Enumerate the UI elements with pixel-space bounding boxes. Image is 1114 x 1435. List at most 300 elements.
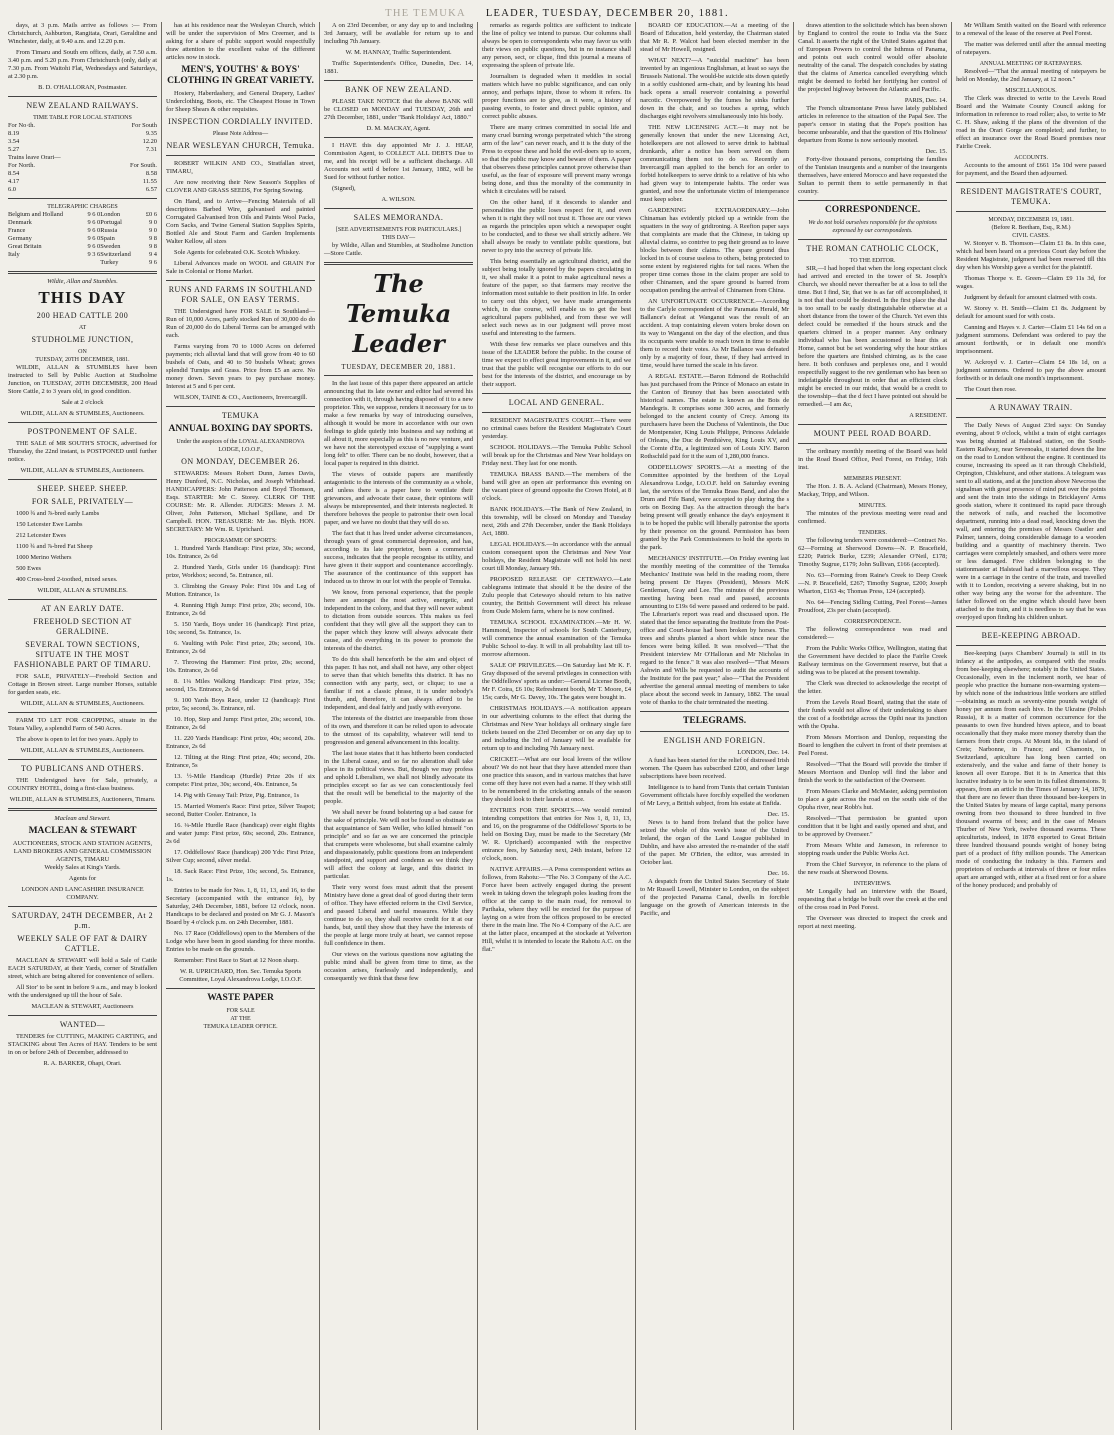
table-row bbox=[8, 211, 157, 219]
members-present-heading: MEMBERS PRESENT. bbox=[843, 476, 902, 482]
dec15-dateline-2: Dec. 15. bbox=[925, 148, 948, 155]
news-item-heading: NATIVE AFFAIRS. bbox=[490, 866, 543, 873]
news-item-body: —Baron Edmond de Rothschild has just purchased from the Prince of Monaco an estate in the Canton of Brunoy that has been associated with historical names. The estate is known as the Bois de Mandegris. It comprises some 300 acres, and formerly belonged to the ancient county of Crecy. Among its purchasers have been the Duchess of Valentinois, the Duc de Montpensier, King Louis Philippe, Princess Adelaide of Orleans, the Duc de Penthièvre, King Louis XV, and the Comte d'Eu, a legitimized son of Louis XIV. Baron Rothschild paid for it the sum of 1,280,000 francs. bbox=[640, 373, 790, 460]
news-item-heading: RESIDENT MAGISTRATE'S COURT. bbox=[490, 417, 595, 424]
monday-date: ON MONDAY, DECEMBER 26. bbox=[181, 457, 300, 466]
correspondence-item: The following correspondence was read and considered:— bbox=[798, 626, 948, 641]
table-cell: 3.54 bbox=[8, 138, 20, 145]
cattle-count: 200 HEAD CATTLE 200 bbox=[36, 311, 129, 320]
news-item-heading: LEGAL HOLIDAYS. bbox=[490, 541, 547, 548]
table-cell: Russia bbox=[100, 227, 118, 234]
news-item-body: —The Bank of New Zealand, in this township, will be closed on Monday and Tuesday next, 26th and 27th December, under the Bank Holidays Act, 1880. bbox=[482, 506, 632, 537]
editorial-paragraph: On the other hand, if it descends to slander and personalities the public loses respect for it, and even when it is right they will not trust it. Those are our views as regards the principles upon which a newspaper ought to be conducted, and to these we shall strictly adhere. We shall always be ready to ventilate public questions, but never to pry into the secrecy of private life. bbox=[482, 199, 632, 254]
sheep-list-item: 1100 ¾ and ⅞-bred Fat Sheep bbox=[16, 543, 93, 550]
table-cell: Turkey bbox=[100, 259, 119, 266]
panama-continued: draws attention to the solicitude which has been shown by England to control the route to India via the Suez Canal. It asserts the right of the United States against that of European Powers to control the Isthmus of Panama, and points out such control would offer absolute neutrality of the canal. The despatch concludes by stating that the claims of America cancelled everything which might be deemed to forbid her fortifying her control of the projected highway between the Atlantic and Pacific. bbox=[798, 22, 948, 93]
clock-letter: SIR,—I had hoped that when the long expectant clock had arrived and erected in the tower of St. Joseph's Church, we should never thereafter be at a loss to tell the time. But I find, Sir, that we is as far off accomplished, it is not that that could be desired. In the first place the dial is too small to be easily distinguishable otherwise at a short distance from the tower of the Church. Yet even this defect could be remedied if the hours struck and the quarters chimed in a proper manner. Any ordinary individual who has been accustomed to hear this at Home, cannot but be set wondering why the hour strikes before the quarters are finished chiming, as is the case here. It both confuses and perplexes one, and I would respectfully suggest to the rev gentleman who has been so indefatigable throughout in order that an efficient clock might be erected in our midst, that would be a credit to the township—that the d fect I have pointed out should be remedied.—I am &c, bbox=[798, 265, 948, 408]
editorial-paragraph: The interests of the district are inseparable from those of its own, and therefore it can be relied upon to advocate to the utmost of its capability, whatever will tend to progression and general advancement in this locality. bbox=[324, 715, 474, 746]
telegrams-heading: TELEGRAMS. bbox=[683, 716, 747, 726]
table-cell: Spain bbox=[100, 235, 115, 242]
editorial-paragraph: To do this shall henceforth be the aim and object of this paper. It has not, and shall not have, any other object to serve than that which benefits this district. It has no connection with any party, sect, or clique; to use a familiar if not a classic phrase, it is under nobody's thumb, and, therefore, it can always afford to be independent, and deal fairly and justly with everyone. bbox=[324, 656, 474, 711]
table-cell: 5.27 bbox=[8, 146, 20, 153]
waste-for-sale: FOR SALE bbox=[226, 1008, 255, 1014]
table-cell: For South bbox=[131, 122, 158, 129]
sheep-list-item: 1000 Merino Wethers bbox=[16, 554, 72, 561]
correspondence-subheading: CORRESPONDENCE. bbox=[844, 619, 901, 625]
page-columns bbox=[4, 22, 1110, 1430]
court-case: W. Stonyer v. B. Thomson—Claim £1 8s. In this case, which had been heard on a previous Court day before the Resident Magistrate, judgment had been reserved till this day when his Worship gave a verdict for the plaintiff. bbox=[956, 240, 1106, 271]
editorial-paragraph: We know, from personal experience, that the people here are amongst the most active, energetic, and independent in the colony, and that they will never submit to dictation from outside sources. This makes us feel confident that they will give all the support they can to the paper which they know will always advocate their cause, and do everything in its power to promote the interests of the district. bbox=[324, 589, 474, 652]
column-7 bbox=[952, 22, 1110, 1430]
barker-signature: R. A. BARKER, Ohapi, Orari. bbox=[43, 1060, 122, 1067]
wilson-signature-2: A. WILSON. bbox=[381, 196, 416, 203]
correspondence-item: From Messrs Morrison and Dunlop, requesting the Board to lengthen the culvert in front of their premises at Peel Forest. bbox=[798, 734, 948, 757]
table-cell: France bbox=[8, 227, 26, 234]
weekly-sales: Weekly Sales at King's Yards. bbox=[44, 864, 121, 871]
table-cell: Trains leave Orari— bbox=[8, 154, 61, 161]
news-item-heading: PROPOSED RELEASE OF CETEWAYO. bbox=[490, 576, 614, 583]
correspondence-item: Resolved—"That permission be granted upon condition that it be light and easily opened and shut, and to be approved by Overseer." bbox=[798, 815, 948, 838]
news-item-body: —We would remind intending competitors that entries for Nos 1, 8, 11, 13, and 16, on the programme of the Oddfellows' Sports to be held on Boxing Day, must be made to the Secretary (Mr W. R. Uprichard) accompanied with the respective entrance fees, by Saturday next, 24th instant, before 12 o'clock, noon. bbox=[482, 807, 632, 862]
sheep-list-item: 1000 ¾ and ⅞-bred early Lambs bbox=[16, 510, 100, 517]
sheep-list bbox=[8, 510, 157, 584]
programme-item: 18. Sack Race: First Prize, 10s; second, 5s. Entrance, 1s. bbox=[166, 868, 316, 883]
telegram-panama: A despatch from the United States Secretary of State to Mr Russell Lowell, Minister to London, on the subject of the projected Panama Canal, dwells in forcible language on the growth of American interests in the Pacific, and bbox=[640, 878, 790, 917]
near-wesleyan: NEAR WESLEYAN CHURCH, Temuka. bbox=[166, 141, 315, 150]
news-item-body: —At a meeting of the Board of Education, held yesterday, the Chairman stated that Mr R. P. Walcot had been elected member in the stead of Mr Howell, resigned. bbox=[640, 22, 790, 53]
misc-heading: MISCELLANEOUS. bbox=[1005, 88, 1057, 94]
editorial-paragraph: In the last issue of this paper there appeared an article announcing that its late owner and editor had severed his connection with it, through having disposed of it to a new proprietor. This, we suppose, renders it necessary for us to make a few remarks by way of introducing ourselves, although it would be more in accordance with our own feelings to glide quietly into business and say nothing at all about it, more especially as this is no new venture, and we have not the stereotyped excuse of "supplying a want long felt" to offer. There can be no doubt, however, that a local paper is required in this district. bbox=[324, 380, 474, 467]
annual-meeting-body: Resolved—"That the annual meeting of ratepayers be held on Monday, the 2nd January, at 12 noon." bbox=[956, 68, 1106, 83]
masthead-left: THE TEMUKA bbox=[385, 8, 466, 19]
court-case: Thomas Thorpe v. E. Green—Claim £9 11s 3d, for wages. bbox=[956, 275, 1106, 290]
table-row bbox=[8, 154, 157, 162]
news-item-heading: SCHOOL HOLIDAYS. bbox=[490, 444, 552, 451]
programme-item: 13. ½-Mile Handicap (Hurdle) Prize 20s if six compete: First prize, 30s; second, 40s. Entrance, 5s bbox=[166, 773, 316, 788]
table-cell: 9 6 0 bbox=[87, 211, 101, 218]
table-cell: 9 6 0 bbox=[87, 219, 101, 226]
news-item bbox=[482, 541, 631, 573]
rail-notice: A on 23rd December, or any day up to and including 3rd January, will be available for return up to and including 7th January. bbox=[324, 22, 474, 45]
publicans-heading: TO PUBLICANS AND OTHERS. bbox=[21, 764, 144, 773]
maclean-sale-body: MACLEAN & STEWART will hold a Sale of Cattle EACH SATURDAY, at their Yards, corner of Stratfallen street, which are being altered for convenience of sellers. bbox=[8, 957, 158, 980]
editorial-paragraph: Our views on the various questions now agitating the public mind shall be given from time to time, as the occasion arises, fearlessly and independently, and consequently we think that these few bbox=[324, 951, 474, 982]
tender-item: No. 63—Forming from Raine's Creek to Deep Creek—N. P. Bracefield, £267; Timothy Sugrue, £200; Joseph Wharton, £163 4s; Thomas Press, 124 (accepted). bbox=[798, 572, 948, 595]
table-cell: Denmark bbox=[8, 219, 32, 226]
news-item-body: —The members of the band will give an open air performance this evening on the vacant piece of ground opposite the Crown Hotel, at 8 o'clock. bbox=[482, 471, 632, 502]
maclean-signature: MACLEAN & STEWART, Auctioneers bbox=[31, 1003, 134, 1010]
wilkin-body: Are now receiving their New Season's Supplies of CLOVER AND GRASS SEEDS, For Spring Sowing. bbox=[166, 179, 316, 194]
table-cell: 9 3 6 bbox=[87, 251, 101, 258]
race17-note: No. 17 Race (Oddfellows) open to the Members of the Lodge who have been in good standing for three months. Entries to be made on the grounds. bbox=[166, 930, 316, 953]
news-item bbox=[482, 619, 631, 659]
english-foreign-heading: ENGLISH AND FOREIGN. bbox=[663, 736, 766, 745]
table-cell: 9 8 bbox=[149, 235, 158, 242]
news-item bbox=[482, 506, 631, 538]
saturday-date: SATURDAY, 24TH DECEMBER, At 2 p.m. bbox=[11, 911, 154, 930]
sales-by-wildie: by Wildie, Allan and Stumbles, at Studholme Junction—Store Cattle. bbox=[324, 242, 474, 257]
hannay-signature: W. M. HANNAY, Traffic Superintendent. bbox=[345, 49, 452, 56]
boxing-day-heading: ANNUAL BOXING DAY SPORTS. bbox=[168, 424, 313, 434]
weekly-sale-heading: WEEKLY SALE OF FAT & DAIRY CATTLE. bbox=[17, 934, 148, 953]
programme-item: 14. Pig with Greasy Tail: Prize, Pig. Entrance, 1s bbox=[174, 792, 300, 799]
mackay-signature: D. M. MACKAY, Agent. bbox=[366, 125, 431, 132]
table-row bbox=[8, 130, 157, 138]
interviews-heading: INTERVIEWS. bbox=[853, 881, 892, 887]
rm-court-heading: RESIDENT MAGISTRATE'S COURT, TEMUKA. bbox=[960, 187, 1102, 206]
correspondence-item: The Clerk was directed to acknowledge the receipt of the letter. bbox=[798, 680, 948, 695]
news-item bbox=[482, 662, 631, 702]
traffic-office: Traffic Superintendent's Office, Dunedin, Dec. 14, 1881. bbox=[324, 60, 474, 75]
programme-item: 2. Hundred Yards, Girls under 16 (handicap): First prize, Workbox; second, 5s. Entrance, nil. bbox=[166, 564, 316, 579]
table-cell: 9.35 bbox=[145, 130, 158, 137]
accounts-body: Accounts to the amount of £661 15s 10d were passed for payment, and the Board then adjourned. bbox=[956, 162, 1106, 177]
table-row bbox=[8, 178, 157, 186]
tender-item: No. 64—Fencing Sidling Cutting, Peel Forest—James Proudfoot, 23s per chain (accepted). bbox=[798, 599, 948, 614]
news-item-body: —A "suicidal machine" has been invented by an ingenious Englishman, at least so says the Brussels National. The would-be suicide sits down quietly in a softly cushioned arm-chair, and by leaning his head back opens a small reservoir containing a powerful narcotic. Overpowered by the fumes he sinks further down in the chair, and so touches a spring, which discharges eight revolvers simultaneously into his body. bbox=[640, 57, 790, 120]
court-case: W. Storey v. H. Smith—Claim £1 8s. Judgment by default for amount sued for with costs. bbox=[956, 305, 1106, 320]
editorial-paragraph: With these few remarks we place ourselves and this issue of the LEADER before the public. In the course of time we expect to effect great improvements in it, and we trust that the public will recognise our efforts to do our best for the interests of the district, and encourage us by their support. bbox=[482, 341, 632, 388]
minutes-heading: MINUTES. bbox=[858, 503, 887, 509]
london-insurance: LONDON AND LANCASHIRE INSURANCE COMPANY. bbox=[21, 886, 144, 901]
table-cell bbox=[83, 259, 100, 267]
correspondence-item: From Messrs Clarke and McMaster, asking permission to place a gate across the road on the south side of the Opuha river, near Robb's hut. bbox=[798, 788, 948, 811]
mail-arrivals: days, at 3 p.m. Mails arrive as follows :— From Christchurch, Ashburton, Rangitata, Orari, Geraldine and Winchester, daily, at 9.40 a.m. and 12.20 p.m. bbox=[8, 22, 158, 45]
programme-item: 17. Oddfellows' Race (handicap) 200 Yds: First Prize, Silver Cup; second, silver medal. bbox=[166, 849, 316, 864]
bnz-body: PLEASE TAKE NOTICE that the above BANK will be CLOSED on MONDAY and TUESDAY, 26th and 27th December, 1881, under "Bank Holidays' Act, 1880." bbox=[324, 98, 474, 121]
table-cell: 6.57 bbox=[145, 186, 158, 193]
column-6 bbox=[794, 22, 952, 1430]
editorial-paragraph: remarks as regards politics are sufficient to indicate the line of policy we intend to pursue. Our columns shall always be open to correspondents who may favor us with their views on public questions, but in no instance shall any person, sect, or clique, find this journal a means of expressing the spleen of private life. bbox=[482, 22, 632, 69]
news-item bbox=[482, 576, 631, 616]
local-general-heading: LOCAL AND GENERAL. bbox=[508, 398, 605, 407]
table-row bbox=[8, 227, 157, 235]
sheep-for-sale: FOR SALE, PRIVATELY— bbox=[31, 497, 134, 506]
programme-item: 8. 1¼ Miles Walking Handicap: First prize, 35s; second, 15s. Entrance, 2s 6d bbox=[166, 678, 316, 693]
news-item bbox=[482, 866, 631, 954]
programme-item: 1. Hundred Yards Handicap: First prize, 30s; second, 10s. Entrance, 2s 6d bbox=[166, 545, 316, 560]
wanted-heading: WANTED— bbox=[59, 1020, 106, 1029]
programme-item: 9. 100 Yards Boys Race, under 12 (handicap): First prize, 5s; second, 3s. Entrance, nil. bbox=[166, 697, 316, 712]
sole-agents: Sole Agents for celebrated O.K. Scotch Whiskey. bbox=[174, 249, 301, 256]
sheep-list-item: 212 Leicester Ewes bbox=[16, 532, 67, 539]
correspondence-item: Resolved—"That the Board will provide the timber if Messrs Morrison and Dunlop will find the labor and finish the work to the satisfaction of the Overseer. bbox=[798, 761, 948, 784]
telegram-paragraphs bbox=[640, 757, 789, 808]
news-item bbox=[482, 705, 631, 753]
sheep-heading: SHEEP. SHEEP. SHEEP. bbox=[37, 484, 128, 493]
auctioneer-name: Wildie, Allan and Stumbles. bbox=[47, 278, 118, 285]
news-item-body: —The Temuka Public School will break up for the Christmas and New Year holidays on Friday next. They last for one month. bbox=[482, 444, 632, 467]
news-item-body: —In accordance with the annual custom consequent upon the Christmas and New Year holidays, the Resident Magistrate will not hold his next court till Monday, January 9th. bbox=[482, 541, 632, 572]
correspondence-list bbox=[798, 626, 947, 877]
news-item bbox=[640, 373, 789, 461]
news-item-heading: TEMUKA BRASS BAND. bbox=[490, 471, 566, 478]
temuka-heading: TEMUKA bbox=[221, 411, 260, 420]
on-word: ON bbox=[78, 349, 87, 355]
news-item bbox=[640, 464, 789, 552]
farm-apply: The above is open to let for two years. Apply to bbox=[16, 736, 138, 743]
paris-dateline: PARIS, Dec. 14. bbox=[904, 97, 948, 104]
runaway-train-heading: A RUNAWAY TRAIN. bbox=[989, 403, 1073, 412]
court-case: Canning and Hayes v. J. Carter—Claim £1 14s 6d on a judgment summons. Defendant was ordered to pay the amount forthwith, or in default one month's imprisonment. bbox=[956, 324, 1106, 355]
table-cell: 9 6 0 bbox=[87, 227, 101, 234]
postponement-heading: POSTPONEMENT OF SALE. bbox=[27, 427, 138, 436]
programme-item: 5. 150 Yards, Boys under 16 (handicap): First prize, 10s; second, 5s. Entrance, 1s. bbox=[166, 621, 316, 636]
runs-heading: RUNS AND FARMS IN SOUTHLAND FOR SALE, ON EASY TERMS. bbox=[168, 285, 313, 304]
table-cell: Sweden bbox=[100, 243, 121, 250]
members-present: The Hon. J. B. A. Acland (Chairman), Messrs Honey, Mackay, Tripp, and Wilson. bbox=[798, 483, 948, 498]
table-row bbox=[8, 219, 157, 227]
smith-lease: Mr William Smith waited on the Board with reference to a renewal of the lease of the reserve at Peel Forest. bbox=[956, 22, 1106, 37]
editorial-body bbox=[324, 380, 473, 983]
news-item-body: —A Press correspondent writes as follows, from Rahotu:—"The No. 3 Company of the A.C. Force have been actively engaged during the present week in taking down the telegraph poles leading from the office at the camp to the main road, for removal to Parihaka, where they will be erected for the purpose of laying on a wire from the offices proposed to be erected there in the main line. The No 4 Company of the A.C. are at the latter place, encamped at the stockade at Yelverton Hill, whilst it is intended to locate the Rahotu A.C. on the flat." bbox=[482, 866, 632, 953]
editorial-continued bbox=[482, 22, 631, 389]
editorial-paragraph: The views of outside papers are manifestly antagonistic to the interests of the community as a whole, and unless there is a paper here to ventilate their grievances, and advocate their cause, their opinions will always be misrepresented, and their interests neglected. It therefore behoves the people to patronise their own local paper, and we have no doubt that they will do so. bbox=[324, 471, 474, 526]
programme-item: 12. Tilting at the Ring: First prize, 40s; second, 20s. Entrance, 5s bbox=[166, 754, 316, 769]
correspondence-item: From the Levels Road Board, stating that the state of their funds would not allow of their undertaking to share the cost of a footbridge across the Opihi near its junction with the Opuha. bbox=[798, 699, 948, 730]
table-cell: Germany bbox=[8, 235, 32, 242]
waste-at: AT THE bbox=[230, 1016, 251, 1022]
masthead-right: LEADER, TUESDAY, DECEMBER 20, 1881. bbox=[485, 8, 729, 19]
news-item-heading: WHAT NEXT? bbox=[648, 57, 692, 64]
table-cell: 9 6 0 bbox=[87, 235, 101, 242]
wilson-signature: WILSON, TAINE & CO., Auctioneers, Invercargill. bbox=[173, 394, 308, 401]
news-item-body: —At a meeting of the Committee appointed by the brethren of the Loyal Alexandrova Lodge, I.O.O.F. held on Saturday evening last, the services of the Temuka Brass Band, and also the Drum and Fife Band, were accepted to play during the s orts on Boxing Day. As the attraction through the bar's being present will greatly enhance the day's enjoyment it is to be hoped the public will liberally patronise the sports by their presence on the ground. Permission has been granted by the Park Commissioners to hold the sports in the park. bbox=[640, 464, 790, 551]
news-item-heading: TEMUKA SCHOOL EXAMINATION. bbox=[490, 619, 597, 626]
table-cell: For No·th. bbox=[8, 122, 35, 129]
editorial-paragraph: We shall never be found bolstering up a bad cause for the sake of principle. We will not be found so obstinate as that acquaintance of Sam Weller, who killed himself "on principle" and so far as we are concerned the principle that crumpets were wholesome, but shall examine calmly and dispassionately, public questions from an independent standpoint, and support and condemn as we think they will affect the colony at large, and this district in particular. bbox=[324, 809, 474, 880]
news-item-heading: SALE OF PRIVILEGES. bbox=[490, 662, 557, 669]
editorial-paragraph: This being essentially an agricultural district, and the subject being totally ignored by the papers circulating in it, we shall make it a point to make agricultural news a feature of the paper, so that farmers may receive the information most suitable to their position in life. In order to carry out this object, we have made arrangements which, in due course, will enable us to get the best agricultural papers published, and from these we will select such news as in our judgment will prove most useful and interesting to the farmers. bbox=[482, 258, 632, 337]
table-row bbox=[8, 138, 157, 146]
waste-office: TEMUKA LEADER OFFICE. bbox=[203, 1024, 278, 1030]
clock-heading: THE ROMAN CATHOLIC CLOCK, bbox=[806, 244, 939, 253]
news-item bbox=[482, 444, 631, 468]
programme-item: 6. Vaulting with Pole: First prize, 20s; second, 10s. Entrance, 2s 6d bbox=[166, 640, 316, 655]
at-word: AT bbox=[78, 325, 87, 331]
programme-list bbox=[166, 545, 315, 884]
misc-body: The Clerk was directed to write to the Levels Road Board and the Waimate County Council asking for information in reference to road roller; also, to write to Mr C. H. Shaw, asking if the plans of the diversion of the road in the Orari Gorge are completed; and further, to effect an insurance over the Road Board premises near Fairlie Creek. bbox=[956, 95, 1106, 150]
wildie-signature-5: WILDIE, ALLAN & STUMBLES, Auctioneers. bbox=[20, 747, 145, 754]
correspondence-item: From the Chief Surveyor, in reference to the plans of the new roads at Sherwood Downs. bbox=[798, 861, 948, 876]
table-cell bbox=[8, 259, 83, 267]
table-row bbox=[8, 235, 157, 243]
table-cell: Belgium and Holland bbox=[8, 211, 64, 218]
news-item bbox=[640, 298, 789, 370]
for-sale-body: FOR SALE, PRIVATELY—Freehold Section and Cottage in Brown street. Large number Horses, suitable for garden seats, etc. bbox=[8, 673, 158, 696]
newspaper-date: TUESDAY, DECEMBER 20, 1881. bbox=[341, 363, 456, 371]
on-hand-list: On Hand, and to Arrive—Fencing Materials of all descriptions Barbed Wire, galvanised and painted Corrugated Galvanised Iron Oils and Paints Wool Packs, Corn Sacks, and Twine General Station Supplies Spirits, Bottled Ale and Stout Farm and Garden Implements Walter Kellow, all sizes bbox=[166, 198, 316, 245]
programme-item: 16. ¼-Mile Hurdle Race (handicap) over eight flights and water jump: First prize, 60s; second, 20s. Entrance, 2s 6d bbox=[166, 822, 316, 845]
news-item-body: —It may not be generally known that under the new Licensing Act, hotelkeepers are not allowed to serve drink to habitual drunkards, after a notice has been served on them communicating them not to do so. Recently an Invercargill man applied to the bench for an order to forbid hotelkeepers to serve drink to a relative of his who had given way to intemperate habits. The order was granted, and now the unfortunate victim of intemperance must keep sober. bbox=[640, 124, 790, 203]
table-cell: 9 0 bbox=[149, 227, 158, 234]
rm-date: MONDAY, DECEMBER 19, 1881. bbox=[988, 217, 1074, 223]
rm-cases bbox=[956, 240, 1106, 394]
local-items-continued bbox=[640, 22, 789, 707]
news-item-heading: AN UNFORTUNATE OCCURRENCE. bbox=[648, 298, 756, 305]
news-item-heading: MECHANICS' INSTITUTE. bbox=[648, 555, 724, 562]
programme-item: 7. Throwing the Hammer: First prize, 20s; second, 10s. Entrance, 2s 6d bbox=[166, 659, 316, 674]
wildie-signature-6: WILDIE, ALLAN & STUMBLES, Auctioneers, Timaru. bbox=[9, 796, 156, 803]
civil-cases-heading: CIVIL CASES. bbox=[1012, 233, 1050, 239]
note-address: Please Note Address— bbox=[212, 131, 269, 137]
news-item bbox=[640, 22, 789, 54]
telegram-paragraph: A fund has been started for the relief of distressed Irish women. The Queen has subscribed £200, and other large subscriptions have been received. bbox=[640, 757, 790, 780]
wilkin-heading: ROBERT WILKIN AND CO., Stratfallan street, TIMARU, bbox=[166, 160, 316, 175]
column-4 bbox=[478, 22, 636, 1430]
news-item bbox=[482, 756, 631, 804]
news-item-heading: CRICKET. bbox=[490, 756, 519, 763]
programme-item: 4. Running High Jump: First prize, 20s; second, 10s. Entrance, 2s 6d bbox=[166, 602, 316, 617]
news-item bbox=[640, 207, 789, 295]
table-row bbox=[8, 170, 157, 178]
news-item-body: —On Friday evening last the monthly meeting of the committee of the Temuka Mechanics' Institute was held in the reading room, there being present Dr Hayes (President), Messrs McK Gentleman, Gray and Lee. The minutes of the previous meeting having been read and passed, accounts amounting to £19s 6d were passed and ordered to be paid. The Librarian's report was read and discussed upon. He stated that the fence separating the Institute from the Post-office and Court-house had been broken by horses. The trees and shrubs planted a short while since near the fences were being killed. It was resolved—"That the President interview Mr O'Halloran and Mr Nicholas in regard to the fence." It was also resolved—"That Messrs Ashwin and Wills be requested to audit the accounts of the Institute for the past year;" also—"That the President advertise the general annual meeting of members to take place about the second week in January, 1882. The usual vote of thanks to the chair terminated the meeting. bbox=[640, 555, 790, 706]
news-item bbox=[640, 555, 789, 707]
tenders-list bbox=[798, 537, 947, 615]
court-case: W. Ackroyd v. J. Carter—Claim £4 18s 1d, on a judgment summons. Ordered to pay the above amount forthwith or in default one month's imprisonment. bbox=[956, 359, 1106, 382]
studholme-junction: STUDHOLME JUNCTION, bbox=[31, 335, 134, 344]
news-item-heading: ODDFELLOWS' SPORTS. bbox=[648, 464, 722, 471]
all-stock-note: All Stor' to be sent in before 9 a.m., and may b looked with the undersigned up till the hour of Sale. bbox=[8, 984, 158, 999]
sale-time: Sale at 2 o'clock bbox=[61, 399, 104, 406]
runaway-train-body: The Daily News of August 23rd says: On Sunday evening, about 9 o'clock, whilst a train of eight carriages was being shunted at Halstead station, on the South-Eastern Railway, near Sevenoaks, it started down the line on the road to London without the engine. It continued its course, increasing its speed as it ran through Chelsfield, Orpington, Chislehurst, and other stations. A telegram was sent to all stations, and at the junction above Newcross the signalman with great presence of mind put over the points and sent the train into the sidings in Bricklayers' Arms goods station, where it continued its rapid pace through the network of rails, and reached the locomotive department, running into a dead road, knocking down the wall, and entering the premises of Messrs Oastler and Palmer, tanners, doing considerable damage to a wooden building and a quantity of machinery therein. Two carriages were completely smashed, and others were more or less damaged. Five children belonging to the stationmaster at Halstead had a marvellous escape. They were in a carriage in the centre of the train, and travelled with it to London, receiving a severe shaking, but in no other way being any the worse for the adventure. The father followed on the engine which should have been attached to the train, and it is needless to say that he was overjoyed upon finding his children unhurt. bbox=[956, 422, 1106, 621]
overseer-note: The Overseer was directed to inspect the creek and report at next meeting. bbox=[798, 915, 948, 930]
column-3 bbox=[320, 22, 478, 1430]
inspection-invited: INSPECTION CORDIALLY INVITED. bbox=[168, 117, 313, 126]
town-sections-heading: SEVERAL TOWN SECTIONS, SITUATE IN THE MOST FASHIONABLE PART OF TIMARU. bbox=[13, 640, 152, 669]
news-item-body: —A notification appears in our advertising columns to the effect that during the Christmas and New Year holidays all ordinary single fare tickets issued on the 23rd December or on any day up to and including the 3rd of January will be available for return up to and including 7th January next. bbox=[482, 705, 632, 752]
editorial-paragraph: The fact that it has lived under adverse circumstances, through years of great commercial depression, and has, according to its late proprietor, been a commercial success, indicates that the people recognise its utility, and have given it their support and countenance accordingly. The assurance of the continuance of this support has induced us to throw in our lot with the people of Temuka. bbox=[324, 530, 474, 585]
stewards: STEWARDS: Messrs Robert Dunn, James Davis, Henry Dunford, N.C. Nicholas, and Joseph Whitehead. HANDICAPPERS: John Patterson and Boyd Thomson, Esqs. STARTER: Mr C. Storey. CLERK OF THE COURSE: Mr. R. Allender. JUDGES: Messrs J. M. Oliver, John Patterson, Michael Spillane, and Dr Campbell. HON. TREASURER: Mr Jas. Blyth. HON. SECRETARY: Mr Wm. R. Uprichard. bbox=[166, 470, 316, 533]
telegraph-charges-table bbox=[8, 211, 157, 267]
table-cell: 4.17 bbox=[8, 178, 20, 185]
railway-heading: NEW ZEALAND RAILWAYS. bbox=[26, 101, 139, 110]
table-cell: 8.58 bbox=[145, 170, 158, 177]
news-item-heading: ENTRIES FOR THE SPORTS. bbox=[490, 807, 576, 814]
table-row bbox=[8, 186, 157, 194]
news-item-heading: GARDENING EXTRAORDINARY. bbox=[648, 207, 771, 214]
minutes-body: The minutes of the previous meeting were read and confirmed. bbox=[798, 510, 948, 525]
resident-signature: A RESIDENT. bbox=[909, 412, 948, 419]
programme-heading: PROGRAMME OF SPORTS: bbox=[204, 538, 277, 544]
news-item bbox=[482, 417, 631, 441]
table-cell: 11.55 bbox=[142, 178, 158, 185]
maclean-heading: Maclean and Stewart. bbox=[54, 815, 111, 822]
news-item-heading: BOARD OF EDUCATION. bbox=[648, 22, 725, 29]
news-item bbox=[640, 124, 789, 204]
dec16-dateline: Dec. 16. bbox=[767, 870, 790, 877]
liberal-advances: Liberal Advances made on WOOL and GRAIN For Sale in Colonial or Home Market. bbox=[166, 260, 316, 275]
entries-note: Entries to be made for Nos. 1, 8, 11, 13, and 16, to the Secretary (accompanied with the entrance fe), by Saturday, 24th December, 1881, before 12 o'clock, noon. Handicaps to be declared and posted on Mr G. J. Mason's Board by 4 o'clock p.m. on 24th December, 1881. bbox=[166, 887, 316, 926]
telegram-ireland: News is to hand from Ireland that the police have seized the whole of this week's issue of the United Ireland, the organ of the Land League published in Dublin, and have also arrested the re-mainder of the staff of the paper. Mr O'Brien, the editor, was arrested in October last. bbox=[640, 819, 790, 866]
postmaster-signature: B. D. O'HALLORAN, Postmaster. bbox=[38, 84, 127, 91]
correspondence-item: From the Public Works Office, Wellington, stating that the Government have decided to place the Fairlie Creek Railway terminus on the Government reserve, but that a siding was to be placed at the present township. bbox=[798, 645, 948, 676]
mens-clothing-body: Hosiery, Haberdashery, and General Drapery, Ladies' Underclothing, Boots, etc. The Cheapest House in Town for Sheep Shears & other requisites. bbox=[166, 90, 316, 113]
news-item bbox=[640, 57, 789, 121]
dec15-dateline: Dec. 15. bbox=[767, 811, 790, 818]
editorial-paragraph: Their very worst foes must admit that the present Ministry have done a great deal of good during their term of office. They have effected reform in the Civil Service, and passed Liberal and useful measures. While they continue to do so, they shall receive credit for it at our hands, but, until they show that they have the interests of the people at large more truly at heart, we cannot repose full confidence in them. bbox=[324, 884, 474, 947]
runs-body: THE Undersigned have FOR SALE in Southland— Run of 10,000 Acres, partly stocked Run of 30,000 do do Run of 20,000 do do Liberal Terms can be arranged with each. bbox=[166, 308, 316, 339]
table-cell: 9 6 bbox=[149, 259, 158, 266]
wildie-signature-3: WILDIE, ALLAN & STUMBLES. bbox=[37, 587, 128, 594]
paris-paragraph: The French ultramontane Press have lately published articles in reference to the situation of the Papal See. The paper's censor in stating that the Pope's position has become unbearable, and that the question of His Holiness' departure from Rome is now seriously mooted. bbox=[798, 105, 948, 144]
news-item bbox=[482, 807, 631, 863]
correspondence-heading: CORRESPONDENCE. bbox=[824, 205, 921, 215]
postponement-body: THE SALE of MR SOUTH'S STOCK, advertised for Thursday, the 22nd instant, is POSTPONED until further notice. bbox=[8, 440, 158, 463]
freehold-heading: FREEHOLD SECTION AT GERALDINE. bbox=[33, 617, 132, 636]
wildie-signature-4: WILDIE, ALLAN & STUMBLES, Auctioneers. bbox=[20, 700, 145, 707]
tenders-heading: TENDERS. bbox=[858, 530, 887, 536]
table-cell bbox=[107, 154, 158, 162]
news-item-body: —Mr H. W. Hammond, Inspector of schools for South Canterbury, will commence the annual examination of the Temuka Public School to-day. It will in all probability last till to-morrow afternoon. bbox=[482, 619, 632, 658]
uprichard-signature: W. R. UPRICHARD, Hon. Sec. Temuka Sports Committee, Loyal Alexandrova Lodge, I.O.O.F. bbox=[179, 968, 302, 983]
column-2 bbox=[162, 22, 320, 1430]
mount-peel-intro: The ordinary monthly meeting of the Board was held in the Road Board Office, Peel Forest, on Friday, 16th inst. bbox=[798, 448, 948, 471]
table-cell: 12.20 bbox=[142, 138, 158, 145]
lease-deferred: The matter was deferred until after the annual meeting of ratepayers. bbox=[956, 41, 1106, 56]
waste-paper-heading: WASTE PAPER bbox=[207, 993, 274, 1003]
table-cell: 9 6 0 bbox=[87, 243, 101, 250]
table-row bbox=[8, 162, 157, 170]
table-cell: For South. bbox=[130, 162, 158, 169]
table-cell: 9 4 bbox=[149, 251, 158, 258]
table-cell: 9 0 bbox=[149, 219, 158, 226]
under-auspices: Under the auspices of the LOYAL ALEXANDROVA LODGE, I.O.O.F., bbox=[176, 439, 305, 453]
wildie-signature-2: WILDIE, ALLAN & STUMBLES, Auctioneers. bbox=[20, 467, 145, 474]
news-item-body: —According to the Carlyle correspondent of the Paramata Herald, Mr Ballance's defeat at Wanganui was the result of an accident. A trap containing eleven voters broke down on its way to Wanganui on the day of the election, and thus its occupants were unable to reach town in time to enable them to record their votes. As Mr Ballance was defeated only by a majority of four, these, if they had arrived in time, would have turned the scale in his favor. bbox=[640, 298, 790, 369]
tender-item: The following tenders were considered:—Contract No. 62—Forming at Sherwood Downs—N. P. Bracefield, £220; Patrick Burke, £239; Alexander O'Neil, £178; Timothy Sugrue, £179; John Sullivan, £166 (accepted). bbox=[798, 537, 948, 568]
tunisian-paragraph: Forty-five thousand persons, comprising the families of the Tunisian insurgents and a number of the insurgents themselves, have entered Morocco and have requested the Sultan to permit them to settle permanently in that country. bbox=[798, 156, 948, 195]
this-day-heading: THIS DAY bbox=[38, 288, 127, 307]
table-cell: 8.54 bbox=[8, 170, 20, 177]
column-1 bbox=[4, 22, 162, 1430]
rm-before: (Before R. Beetham, Esq., R.M.) bbox=[991, 225, 1071, 231]
bee-keeping-heading: BEE-KEEPING ABROAD. bbox=[981, 631, 1081, 640]
programme-item: 11. 220 Yards Handicap: First prize, 40s; second, 20s. Entrance, 2s 6d bbox=[166, 735, 316, 750]
london-dateline: LONDON, Dec. 14. bbox=[737, 749, 790, 756]
early-date-heading: AT AN EARLY DATE. bbox=[40, 604, 125, 613]
editorial-paragraph: The last issue states that it has hitherto been conducted in the Liberal cause, and so far no alteration shall take place in its political views. But, though we may profess and uphold Liberalism, we shall not blindly advocate its principles except so far as we can conscientiously feel that the result will be beneficial to the majority of the people. bbox=[324, 750, 474, 805]
wildie-ad-body: WILDIE, ALLAN & STUMBLES have been instructed to Sell by Public Auction at Studholme Junction, on TUESDAY, 20TH DECEMBER, 200 Head Store Cattle, 2 to 3 years old, in good condition. bbox=[8, 364, 158, 395]
editorial-paragraph: There are many crimes committed in social life and many cruel burning wrongs perpetrated which "the strong arm of the law" can never reach, and it is the duty of the Press to expose these and hold the evil-doers up to scorn, so that the public may know and beware of them. A paper that observes these principles cannot prove otherwise than useful, as the fear of exposure will prevent many wrongs being done, and thus the morality of the community in which it circulates will be raised. bbox=[482, 124, 632, 195]
signed: (Signed), bbox=[332, 185, 356, 192]
news-item-heading: CHRISTMAS HOLIDAYS. bbox=[490, 705, 565, 712]
programme-item: 15. Married Women's Race: First prize, Silver Teapot; second, Butter Cooler. Entrance, 1s bbox=[166, 803, 316, 818]
table-row bbox=[8, 251, 157, 259]
remember-note: Remember: First Race to Start at 12 Noon sharp. bbox=[174, 957, 299, 964]
sales-memoranda-sub: [SEE ADVERTISEMENTS FOR PARTICULARS.] bbox=[335, 227, 462, 233]
farms-body: Farms varying from 70 to 1000 Acres on deferred payments; rich alluvial land that will grow from 40 to 60 bushels of Oats, and 40 to 50 bushels Wheat; grows splendid Turnips and Grass. Price from £5 an acre. No money down. Seven years to pay purchase money. Interest at 5 and 6 per cent. bbox=[166, 343, 316, 390]
bee-keeping-body: Bee-keeping (says Chambers' Journal) is still in its infancy at the antipodes, as compared with the results from bee-keeping elsewhere; notably in the United States. Occasionally, even in the inclement north, we hear of people who practice the humane non-swarming system—by which none of the industrious little workers are stifled—obtaining as much as seventy-nine pounds weight of honey per annum from each hive. In the Ukraine (Polish Russia), it is a matter of common occurrence for the peasants to own five hundred hives apiece, and to boast occasionally that they make more money thereby than the farmers from their crops. At Mount Ida, in the island of Crete; Narbonne, in France; and Chamonix, in Switzerland, apiculture has long been carried on extensively, and the value and fame of their honey is known all over Europe. But it is in America that this lucrative industry is to be seen in its fullest dimensions. It appears, from an article in the Times of January 14, 1879, that there are no fewer than three thousand bee-keepers in the United States by means of large capital, many persons owning from two thousand to three hundred in five thousand swarms of bees; and in the case of Messrs Thurber of New York, twelve thousand swarms. These apiculturists, indeed, in 1878 exported to Great Britain three hundred thousand pounds weight of honey being part of a product of fifty million pounds. The American mode of conducting the industry is this. Farmers and proprietors of orchards at intervals of three or four miles apart are arranged with, either at a fixed rent or for a share of the honey produced; and probably of bbox=[956, 650, 1106, 889]
table-row bbox=[8, 243, 157, 251]
correspondence-note: We do not hold ourselves responsible for the opinions expressed by our correspondents. bbox=[808, 220, 937, 234]
programme-item: 3. Climbing the Greasy Pole: First 10s and Leg of Mutton. Entrance, 1s bbox=[166, 583, 316, 598]
table-cell: For North. bbox=[8, 162, 35, 169]
farm-ad: FARM TO LET FOR CROPPING, situate in the Totara Valley, a splendid Farm of 540 Acres. bbox=[8, 717, 158, 732]
news-item bbox=[482, 471, 631, 503]
annual-meeting-heading: ANNUAL MEETING OF RATEPAYERS. bbox=[979, 61, 1083, 67]
maclean-body: AUCTIONEERS, STOCK AND STATION AGENTS, LAND BROKERS AND GENERAL COMMISSION AGENTS, TIMARU bbox=[12, 840, 153, 863]
sales-memoranda-heading: SALES MEMORANDA. bbox=[353, 213, 444, 222]
table-cell: Italy bbox=[8, 251, 20, 258]
railway-timetable bbox=[8, 122, 157, 194]
wildie-signature-1: WILDIE, ALLAN & STUMBLES, Auctioneers. bbox=[20, 410, 145, 417]
accounts-heading: ACCOUNTS. bbox=[1014, 155, 1048, 161]
maclean-big: MACLEAN & STEWART bbox=[28, 826, 137, 836]
news-item-body: —On Saturday last Mr K. F. Gray disposed of the several privileges in connection with the Oddfellows' sports as under:—General License Booth, Mr F. Coira, £6 10s; Refreshment booth, Mr T. Moore, £4 15s; cards, Mr G. Davey, 10s. The gates were bought in. bbox=[482, 662, 632, 701]
bnz-heading: BANK OF NEW ZEALAND. bbox=[345, 85, 452, 94]
newspaper-title: The Temuka Leader bbox=[345, 269, 452, 358]
